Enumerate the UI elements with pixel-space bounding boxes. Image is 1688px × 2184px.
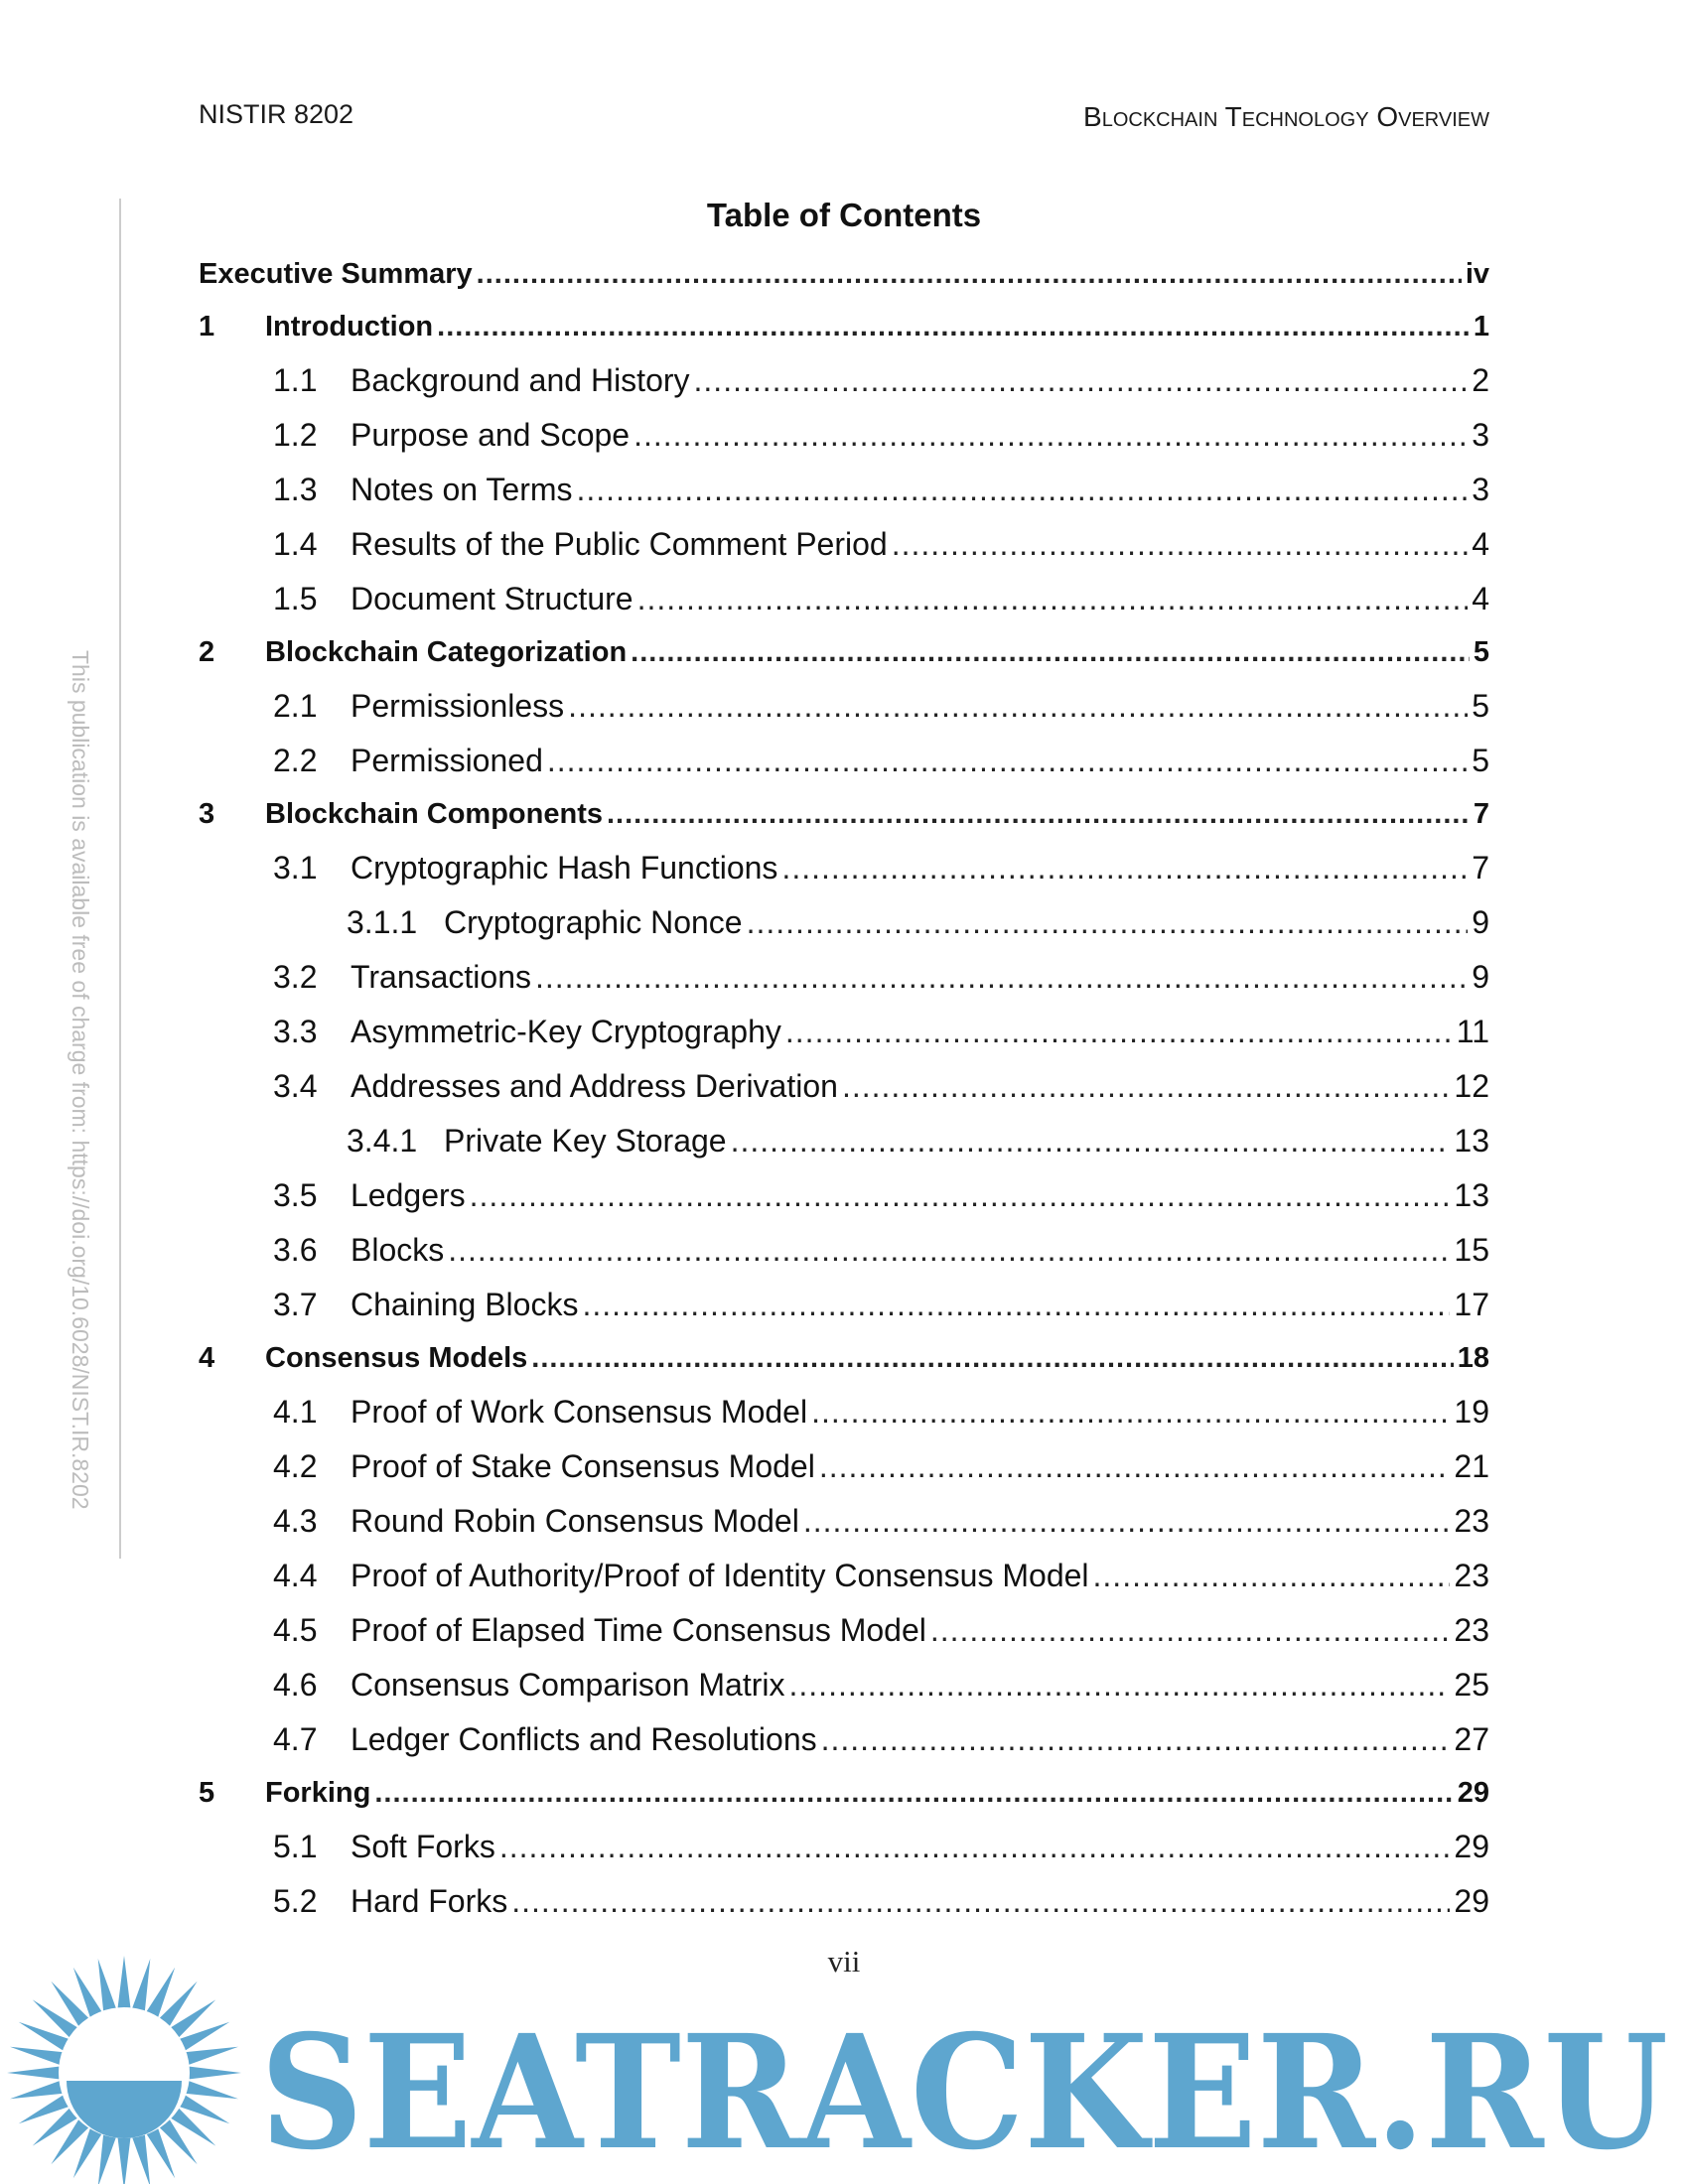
toc-entry-title: Round Robin Consensus Model [351, 1503, 799, 1539]
toc-entry[interactable] [199, 788, 1489, 841]
toc-entry[interactable] [199, 1549, 1489, 1603]
toc-entry[interactable] [199, 1603, 1489, 1658]
toc-entry-title: Chaining Blocks [351, 1287, 579, 1322]
toc-entry-page: 23 [1454, 1558, 1489, 1593]
toc-entry[interactable] [199, 1114, 1489, 1168]
toc-entry-title: Forking [265, 1777, 371, 1809]
toc-entry-title: Results of the Public Comment Period [351, 526, 888, 562]
toc-entry-title: Proof of Authority/Proof of Identity Consensus Model [351, 1558, 1089, 1593]
toc-entry-title: Permissionless [351, 688, 565, 724]
toc-entry-number: 3 [199, 798, 215, 830]
toc-entry-page: 29 [1454, 1829, 1489, 1864]
toc-entry-title: Notes on Terms [351, 472, 573, 507]
toc-entry[interactable] [199, 1439, 1489, 1494]
toc-entry-page: 4 [1472, 526, 1489, 562]
toc-entry-title: Private Key Storage [444, 1123, 727, 1159]
dot-leader [535, 950, 1468, 1005]
dot-leader [694, 353, 1469, 408]
toc-entry-page: 5 [1473, 636, 1489, 668]
dot-leader [470, 1168, 1451, 1223]
document-id: NISTIR 8202 [199, 99, 354, 129]
toc-entry-page: 1 [1473, 311, 1489, 342]
toc-entry-number: 3.4.1 [347, 1123, 418, 1159]
dot-leader [374, 1767, 1453, 1820]
toc-entry-title: Background and History [351, 362, 690, 398]
toc-entry[interactable] [199, 1385, 1489, 1439]
dot-leader [607, 788, 1470, 841]
toc-entry-number: 4 [199, 1342, 215, 1374]
toc-entry-page: 18 [1457, 1342, 1489, 1374]
toc-entry-page: 7 [1472, 850, 1489, 886]
margin-rule [119, 199, 121, 1559]
dot-leader [731, 1114, 1451, 1168]
toc-entry-title: Addresses and Address Derivation [351, 1068, 838, 1104]
dot-leader [582, 1278, 1450, 1332]
toc-entry-number: 3.6 [273, 1232, 318, 1268]
dot-leader [577, 463, 1469, 517]
toc-entry[interactable] [199, 841, 1489, 895]
document-title: Blockchain Technology Overview [1083, 101, 1489, 132]
toc-entry-page: 27 [1454, 1721, 1489, 1757]
toc-title: Table of Contents [706, 197, 982, 233]
toc-entry[interactable] [199, 517, 1489, 572]
toc-entry-page: iv [1465, 258, 1489, 290]
toc-entry-number: 2 [199, 636, 215, 668]
toc-entry-page: 3 [1472, 417, 1489, 453]
toc-entry-title: Consensus Comparison Matrix [351, 1667, 785, 1703]
toc-entry-page: 29 [1454, 1883, 1489, 1919]
watermark-text: SEATRACKER.RU [260, 2001, 1668, 2184]
toc-entry-number: 3.3 [273, 1014, 318, 1049]
dot-leader [821, 1712, 1451, 1767]
dot-leader [842, 1059, 1450, 1114]
toc-entry[interactable] [199, 463, 1489, 517]
dot-leader [819, 1439, 1451, 1494]
toc-entry[interactable] [199, 408, 1489, 463]
toc-entry-number: 5.1 [273, 1829, 318, 1864]
toc-entry-number: 1.3 [273, 472, 318, 507]
toc-entry-page: 13 [1454, 1123, 1489, 1159]
toc-entry[interactable] [199, 895, 1489, 950]
toc-entry-page: 5 [1472, 743, 1489, 778]
toc-entry-page: 2 [1472, 362, 1489, 398]
dot-leader [637, 572, 1469, 626]
toc-entry[interactable] [199, 734, 1489, 788]
toc-entry-title: Hard Forks [351, 1883, 508, 1919]
dot-leader [531, 1332, 1453, 1385]
toc-entry[interactable] [199, 626, 1489, 679]
toc-entry-title: Permissioned [351, 743, 543, 778]
toc-entry[interactable] [199, 1332, 1489, 1385]
toc-entry-number: 3.1 [273, 850, 318, 886]
dot-leader [437, 301, 1470, 353]
toc-entry-number: 3.5 [273, 1177, 318, 1213]
toc-entry-page: 23 [1454, 1612, 1489, 1648]
toc-entry-page: 9 [1472, 904, 1489, 940]
toc-entry[interactable] [199, 1820, 1489, 1874]
table-of-contents [199, 248, 1489, 1929]
toc-entry-number: 5 [199, 1777, 215, 1809]
watermark [0, 1931, 1688, 2184]
toc-entry-page: 7 [1473, 798, 1489, 830]
toc-entry-title: Proof of Stake Consensus Model [351, 1448, 815, 1484]
toc-entry-number: 3.7 [273, 1287, 318, 1322]
dot-leader [892, 517, 1469, 572]
toc-entry-page: 19 [1454, 1394, 1489, 1430]
toc-entry-page: 12 [1454, 1068, 1489, 1104]
toc-entry-number: 1 [199, 311, 215, 342]
toc-entry-number: 4.6 [273, 1667, 318, 1703]
toc-entry-number: 1.4 [273, 526, 318, 562]
toc-entry[interactable] [199, 1005, 1489, 1059]
toc-entry-title: Cryptographic Hash Functions [351, 850, 778, 886]
dot-leader [631, 626, 1470, 679]
toc-entry-title: Executive Summary [199, 258, 473, 290]
toc-entry-number: 3.1.1 [347, 904, 418, 940]
toc-entry-title: Proof of Work Consensus Model [351, 1394, 808, 1430]
toc-entry[interactable] [199, 679, 1489, 734]
toc-entry-number: 1.2 [273, 417, 318, 453]
toc-entry[interactable] [199, 301, 1489, 353]
toc-entry-title: Proof of Elapsed Time Consensus Model [351, 1612, 926, 1648]
toc-entry-number: 4.5 [273, 1612, 318, 1648]
toc-entry-number: 4.4 [273, 1558, 318, 1593]
toc-entry-title: Blockchain Components [265, 798, 603, 830]
toc-entry-number: 1.5 [273, 581, 318, 616]
toc-entry-page: 5 [1472, 688, 1489, 724]
toc-entry-page: 23 [1454, 1503, 1489, 1539]
dot-leader [785, 1005, 1453, 1059]
dot-leader [1093, 1549, 1451, 1603]
toc-entry-title: Introduction [265, 311, 434, 342]
toc-entry-number: 4.3 [273, 1503, 318, 1539]
dot-leader [568, 679, 1468, 734]
toc-entry-page: 3 [1472, 472, 1489, 507]
toc-entry-page: 17 [1454, 1287, 1489, 1322]
toc-entry-number: 2.1 [273, 688, 318, 724]
toc-entry-page: 9 [1472, 959, 1489, 995]
toc-entry[interactable] [199, 1874, 1489, 1929]
toc-entry-title: Document Structure [351, 581, 633, 616]
toc-entry-title: Transactions [351, 959, 531, 995]
toc-entry-page: 13 [1454, 1177, 1489, 1213]
toc-entry-title: Asymmetric-Key Cryptography [351, 1014, 781, 1049]
sun-logo-icon [7, 1956, 241, 2184]
dot-leader [633, 408, 1468, 463]
toc-entry-title: Ledgers [351, 1177, 466, 1213]
toc-entry-title: Purpose and Scope [351, 417, 631, 453]
toc-entry[interactable] [199, 1168, 1489, 1223]
dot-leader [930, 1603, 1451, 1658]
toc-entry-number: 3.2 [273, 959, 318, 995]
toc-entry-page: 15 [1454, 1232, 1489, 1268]
toc-entry-page: 21 [1454, 1448, 1489, 1484]
toc-entry-number: 1.1 [273, 362, 318, 398]
dot-leader [547, 734, 1468, 788]
toc-entry-page: 11 [1456, 1014, 1489, 1049]
toc-entry[interactable] [199, 1767, 1489, 1820]
toc-entry[interactable] [199, 1712, 1489, 1767]
toc-entry[interactable] [199, 1223, 1489, 1278]
toc-entry-title: Consensus Models [265, 1342, 528, 1374]
toc-entry-title: Blockchain Categorization [265, 636, 628, 668]
dot-leader [511, 1874, 1450, 1929]
toc-entry-title: Ledger Conflicts and Resolutions [351, 1721, 817, 1757]
toc-entry-number: 2.2 [273, 743, 318, 778]
toc-entry[interactable] [199, 353, 1489, 408]
toc-entry[interactable] [199, 1059, 1489, 1114]
dot-leader [803, 1494, 1451, 1549]
toc-entry-number: 4.7 [273, 1721, 318, 1757]
toc-entry-title: Cryptographic Nonce [444, 904, 743, 940]
dot-leader [477, 248, 1462, 301]
toc-entry[interactable] [199, 572, 1489, 626]
toc-entry[interactable] [199, 1494, 1489, 1549]
toc-entry[interactable] [199, 1278, 1489, 1332]
page-number: vii [827, 1944, 861, 1979]
toc-entry[interactable] [199, 248, 1489, 301]
toc-entry-number: 4.2 [273, 1448, 318, 1484]
dot-leader [499, 1820, 1451, 1874]
toc-entry-number: 3.4 [273, 1068, 318, 1104]
toc-entry-number: 5.2 [273, 1883, 318, 1919]
toc-entry-title: Blocks [351, 1232, 445, 1268]
toc-entry[interactable] [199, 1658, 1489, 1712]
dot-leader [811, 1385, 1450, 1439]
toc-entry-page: 25 [1454, 1667, 1489, 1703]
dot-leader [781, 841, 1468, 895]
availability-note: This publication is available free of charge from: https://doi.org/10.6028/NIST.IR.8202 [68, 650, 93, 1510]
toc-entry-page: 29 [1457, 1777, 1489, 1809]
toc-entry-number: 4.1 [273, 1394, 318, 1430]
dot-leader [789, 1658, 1451, 1712]
toc-entry-page: 4 [1472, 581, 1489, 616]
toc-entry-title: Soft Forks [351, 1829, 495, 1864]
toc-entry[interactable] [199, 950, 1489, 1005]
dot-leader [747, 895, 1469, 950]
dot-leader [448, 1223, 1450, 1278]
